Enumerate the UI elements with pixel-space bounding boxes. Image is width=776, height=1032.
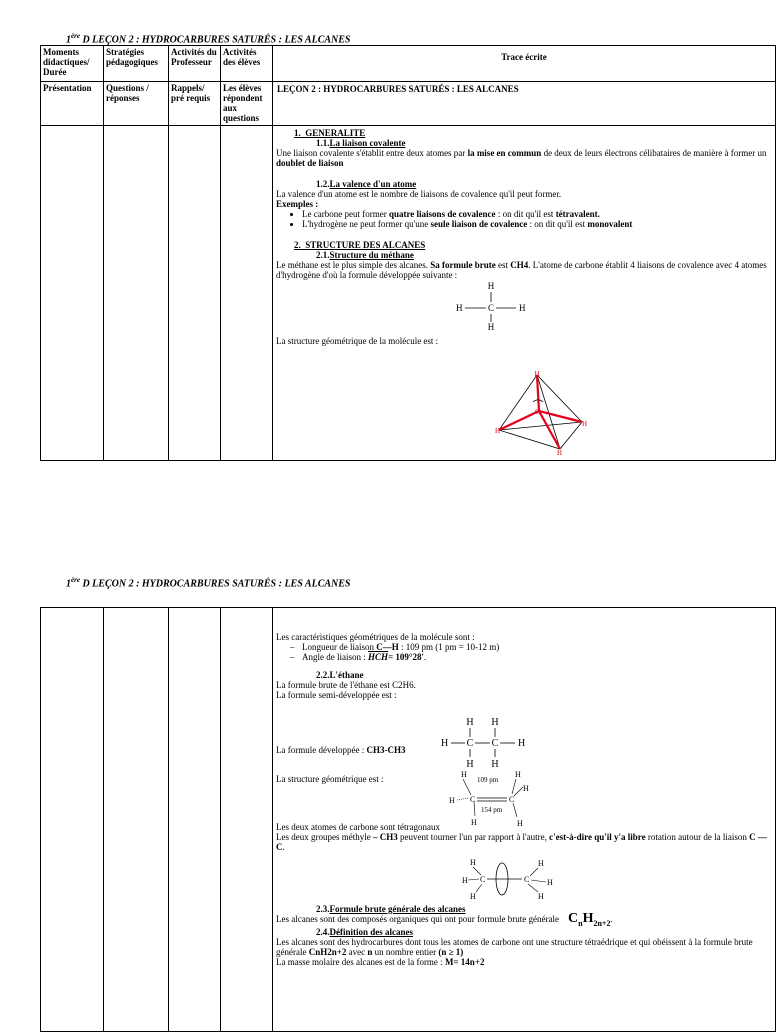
subsection-heading: 2.2.L'éthane xyxy=(316,670,364,680)
paragraph-masse-molaire: La masse molaire des alcanes est de la forme : M= 14n+2 xyxy=(276,956,485,967)
paragraph-semi-developpee: La formule semi-développée est : xyxy=(276,690,397,700)
lesson-title: LEÇON 2 : HYDROCARBURES SATURÉS : LES ALCANES xyxy=(273,82,776,126)
svg-text:C: C xyxy=(470,795,476,804)
svg-text:H: H xyxy=(461,770,467,779)
svg-text:H: H xyxy=(487,322,495,332)
svg-text:C: C xyxy=(466,738,474,749)
subsection-heading: 1.2.La valence d'un atome xyxy=(316,179,417,189)
svg-text:H: H xyxy=(441,738,449,749)
col-header-professeur: Activités du Professeur xyxy=(169,46,221,82)
strategy-questions: Questions / réponses xyxy=(104,82,169,126)
empty-cell xyxy=(104,126,169,461)
moment-presentation: Présentation xyxy=(41,82,104,126)
trace-content-page1 xyxy=(273,126,776,461)
svg-text:H: H xyxy=(534,370,540,378)
trace-content-page2 xyxy=(273,608,776,1032)
svg-text:H: H xyxy=(515,770,521,779)
svg-text:H: H xyxy=(456,303,463,313)
svg-text:C: C xyxy=(491,738,499,749)
lesson-table-page2 xyxy=(40,607,776,1032)
section-heading: 1. GENERALITE xyxy=(294,128,366,138)
svg-text:H: H xyxy=(495,427,501,435)
empty-cell xyxy=(41,608,104,1032)
svg-text:H: H xyxy=(471,818,477,827)
list-item: – Longueur de liaison C—H : 109 pm (1 pm = 10-12 m) xyxy=(302,642,772,652)
svg-text:H: H xyxy=(517,819,523,828)
empty-cell xyxy=(221,608,273,1032)
methane-developed-formula xyxy=(446,280,536,332)
empty-cell xyxy=(169,126,221,461)
subsection-heading: 2.1.Structure du méthane xyxy=(316,250,414,260)
ethane-rotation-diagram xyxy=(462,856,562,902)
svg-text:154 pm: 154 pm xyxy=(481,806,503,814)
list-item: • Le carbone peut former quatre liaisons de covalence : on dit qu'il est tétravalent. xyxy=(302,209,772,219)
svg-text:C: C xyxy=(509,795,515,804)
svg-text:H: H xyxy=(547,878,553,887)
ethane-developed-formula xyxy=(441,715,541,770)
svg-text:C: C xyxy=(524,875,530,884)
section-heading: 2. STRUCTURE DES ALCANES xyxy=(294,240,426,250)
svg-text:H: H xyxy=(538,892,544,901)
svg-text:H: H xyxy=(466,759,474,770)
svg-text:H: H xyxy=(470,892,476,901)
empty-cell xyxy=(104,608,169,1032)
paragraph-rotation: Les deux groupes méthyle – CH3 peuvent tourner l'un par rapport à l'autre, c'est-à-dire qu'il y'a libre rotation autour de la liaison C — C. xyxy=(276,832,767,852)
svg-text:H: H xyxy=(523,784,529,793)
empty-cell xyxy=(41,126,104,461)
empty-cell xyxy=(169,608,221,1032)
paragraph-liaison: Une liaison covalente s'établit entre deux atomes par la mise en commun de deux de leurs électrons célibataires de manière à former un doublet de liaison xyxy=(276,148,767,168)
page-header: 1ère D LEÇON 2 : HYDROCARBURES SATURÉS : LES ALCANES xyxy=(66,32,351,46)
svg-text:H: H xyxy=(466,717,474,728)
svg-text:H: H xyxy=(491,717,499,728)
paragraph-structure-geometrique: La structure géométrique est : xyxy=(276,774,384,784)
svg-text:H: H xyxy=(518,738,526,749)
svg-text:H: H xyxy=(449,796,455,805)
svg-text:H: H xyxy=(491,759,499,770)
paragraph-tetragonaux: Les deux atomes de carbone sont tétragonaux xyxy=(276,822,440,832)
paragraph-formule-brute: La formule brute de l'éthane est C2H6. xyxy=(276,680,416,690)
lesson-table-page1 xyxy=(40,45,776,461)
svg-text:H: H xyxy=(470,858,476,867)
paragraph-valence: La valence d'un atome est le nombre de liaisons de covalence qu'il peut former. xyxy=(276,189,562,199)
svg-text:C: C xyxy=(480,875,486,884)
svg-text:H: H xyxy=(487,281,495,291)
svg-text:H: H xyxy=(582,420,588,428)
svg-text:H: H xyxy=(538,859,544,868)
paragraph-caracteristiques: Les caractéristiques géométriques de la molécule sont : xyxy=(276,632,475,642)
svg-text:C: C xyxy=(487,303,495,313)
paragraph-definition: Les alcanes sont des hydrocarbures dont tous les atomes de carbone ont une structure tétraédrique et qui obéissent à la formule brute générale CnH2n+2 avec n un nombre entier (n ≥ 1) xyxy=(276,936,753,957)
methane-tetrahedron-diagram xyxy=(481,369,591,457)
activity-rappels: Rappels/ pré requis xyxy=(169,82,221,126)
subsection-heading: 2.3.Formule brute générale des alcanes xyxy=(316,904,466,914)
subsection-heading: 1.1.La liaison covalente xyxy=(316,138,406,148)
trace-ecrite-title: Trace écrite xyxy=(273,46,776,82)
col-header-eleves: Activités des élèves xyxy=(221,46,273,82)
svg-text:C: C xyxy=(535,408,540,416)
col-header-strategies: Stratégies pédagogiques xyxy=(104,46,169,82)
list-item: • L'hydrogène ne peut former qu'une seule liaison de covalence : on dit qu'il est monovalent xyxy=(302,219,772,229)
svg-text:H: H xyxy=(462,876,468,885)
general-formula: $C_nH_{2n+2}$. xyxy=(568,911,613,928)
paragraph-formule-developpee: La formule développée : CH3-CH3 xyxy=(276,745,406,755)
svg-text:H: H xyxy=(557,449,563,457)
svg-text:109 pm: 109 pm xyxy=(477,776,499,784)
paragraph-methane: Le méthane est le plus simple des alcanes. Sa formule brute est CH4. L'atome de carbone établit 4 liaisons de covalence avec 4 atomes d'hydrogène d'où la formule développée suivante : xyxy=(276,260,767,280)
col-header-moments: Moments didactiques/ Durée xyxy=(41,46,104,82)
ethane-geometry-diagram xyxy=(441,769,531,831)
empty-cell xyxy=(221,126,273,461)
paragraph-geometry: La structure géométrique de la molécule est : xyxy=(276,336,439,346)
list-item: – Angle de liaison : $\overline{HCH}= 109^\circ 28'$. xyxy=(302,652,772,662)
paragraph-formule-generale: Les alcanes sont des composés organiques qui ont pour formule brute générale $C_nH_{2n+2}$. xyxy=(276,911,613,928)
subsection-heading: 2.4.Définition des alcanes xyxy=(316,926,414,937)
activity-eleves-repondent: Les élèves répondent aux questions xyxy=(221,82,273,126)
svg-text:H: H xyxy=(519,303,526,313)
page-header: 1ère D LEÇON 2 : HYDROCARBURES SATURÉS : LES ALCANES xyxy=(66,576,351,590)
examples-label: Exemples : xyxy=(276,199,319,209)
